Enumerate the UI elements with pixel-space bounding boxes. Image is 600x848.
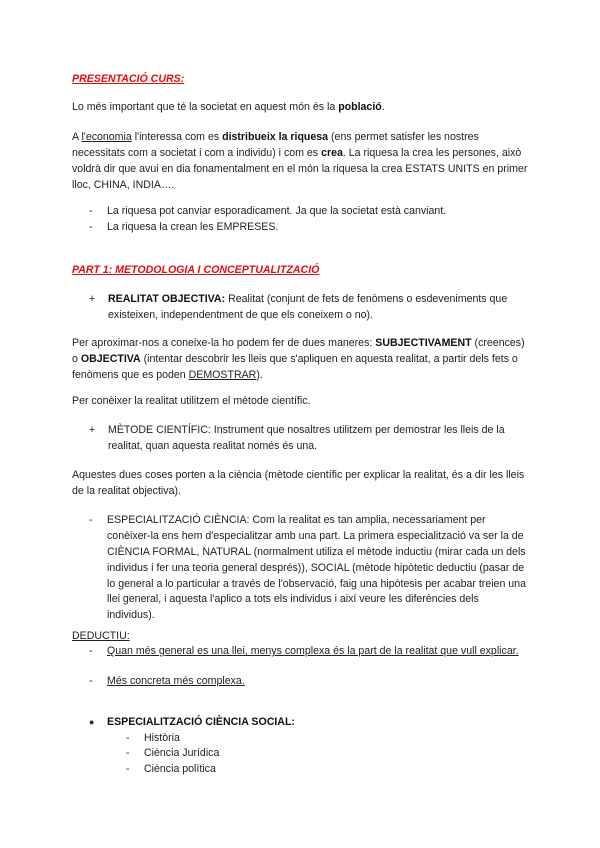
list-item-text bbox=[108, 292, 528, 324]
bold-text: crea bbox=[321, 146, 343, 159]
paragraph-economia bbox=[72, 130, 528, 194]
heading-presentacio: PRESENTACIÓ CURS: bbox=[72, 73, 185, 85]
list-item-text: Quan més general es una llei, menys complexa és la part de la realitat que vull explicar. bbox=[107, 645, 519, 657]
bullet-marker: ● bbox=[89, 717, 95, 727]
text: Realitat (conjunt de fets de fenòmens o esdeveniments que existeixen, independentment de que els coneixem o no). bbox=[108, 293, 508, 321]
dash-marker: - bbox=[89, 514, 93, 526]
paragraph-conèixer: Per conèixer la realitat utilitzem el mètode científic. bbox=[72, 395, 311, 407]
list-item-text: Més concreta més complexa. bbox=[107, 675, 245, 687]
dash-marker: - bbox=[126, 763, 130, 775]
list-item-text: Ciència política bbox=[144, 763, 216, 775]
list-item-text: MÈTODE CIENTÍFIC: Instrument que nosaltres utilitzem per demostrar les lleis de la realitat, quan aquesta realitat només és una. bbox=[108, 424, 505, 452]
dash-marker: - bbox=[89, 205, 93, 217]
paragraph-poblacio bbox=[72, 100, 528, 116]
text: Per aproximar-nos a coneixe-la ho podem fer de dues maneres: bbox=[72, 337, 376, 349]
dash-marker: - bbox=[89, 675, 93, 687]
bold-text: distribueix la riquesa bbox=[222, 131, 329, 143]
heading-part1: PART 1: METODOLOGIA I CONCEPTUALITZACIÓ bbox=[72, 264, 320, 276]
list-item-text: Història bbox=[144, 732, 180, 744]
bold-text: població bbox=[338, 101, 382, 113]
list-item-text: ESPECIALITZACIÓ CIÈNCIA: Com la realitat es tan amplia, necessariament per conèixer-la ens hem d'especialitzar amb una part. La primera especialització va ser la de CIÈNCIA FORMAL, NATURAL (normalment utiliza el mètode inductiu (mirar cada un dels individus i fer una teoria general després)), SOCIAL (mètode hipòtetic deductiu (pasar de lo general a lo particular a través de l'observació, faig una hipòtesis per acabar treien una llei general, i aquesta l'aplico a tots els individus i així veure les diferències dels individus). bbox=[107, 514, 526, 622]
text: (intentar descobrir les lleis que s'apliquen en aquesta realitat, a partir dels fets o fenòmens que es poden bbox=[72, 352, 518, 381]
text: A bbox=[72, 131, 82, 143]
dash-marker: - bbox=[126, 732, 130, 744]
text: l'interessa com es bbox=[131, 131, 223, 143]
dash-marker: - bbox=[126, 747, 130, 759]
dash-marker: - bbox=[89, 645, 93, 657]
bold-text: REALITAT OBJECTIVA: bbox=[108, 293, 226, 305]
list-item-text: Ciència Jurídica bbox=[144, 747, 220, 759]
underlined-text: DEMOSTRAR bbox=[188, 368, 257, 381]
dash-marker: - bbox=[89, 221, 93, 233]
list-item-text: La riquesa pot canviar esporadicament. Ja que la societat està canviant. bbox=[107, 205, 447, 217]
list-item-text: La riquesa la crean les EMPRESES. bbox=[107, 221, 279, 233]
social-title: ESPECIALITZACIÓ CIÈNCIA SOCIAL: bbox=[107, 716, 295, 728]
text: (ens permet satisfer les nostres necessitats com a societat i com a individu) i com es bbox=[72, 131, 479, 159]
plus-marker: + bbox=[89, 293, 96, 305]
text: ). bbox=[256, 368, 263, 381]
text: Lo més important que té la societat en aquest món és la bbox=[72, 101, 339, 113]
text: (creences) o bbox=[72, 337, 525, 365]
paragraph-ciencia: Aquestes dues coses porten a la ciència (mètode científic per explicar la realitat, és a dir les lleis de la realitat objectiva). bbox=[72, 469, 525, 497]
paragraph-aproximar bbox=[72, 336, 528, 384]
text: . La riquesa la crea les persones, això voldrà dir que avui en dia fonamentalment en el món la riquesa la crea ESTATS UNITS en primer lloc, CHINA, INDIA…. bbox=[72, 146, 528, 191]
plus-marker: + bbox=[89, 424, 96, 436]
economia-link[interactable]: l'economia bbox=[81, 131, 132, 143]
bold-text: OBJECTIVA bbox=[80, 352, 141, 365]
deductiu-title: DEDUCTIU: bbox=[72, 630, 130, 642]
bold-text: SUBJECTIVAMENT bbox=[375, 337, 472, 349]
text: . bbox=[381, 101, 385, 113]
